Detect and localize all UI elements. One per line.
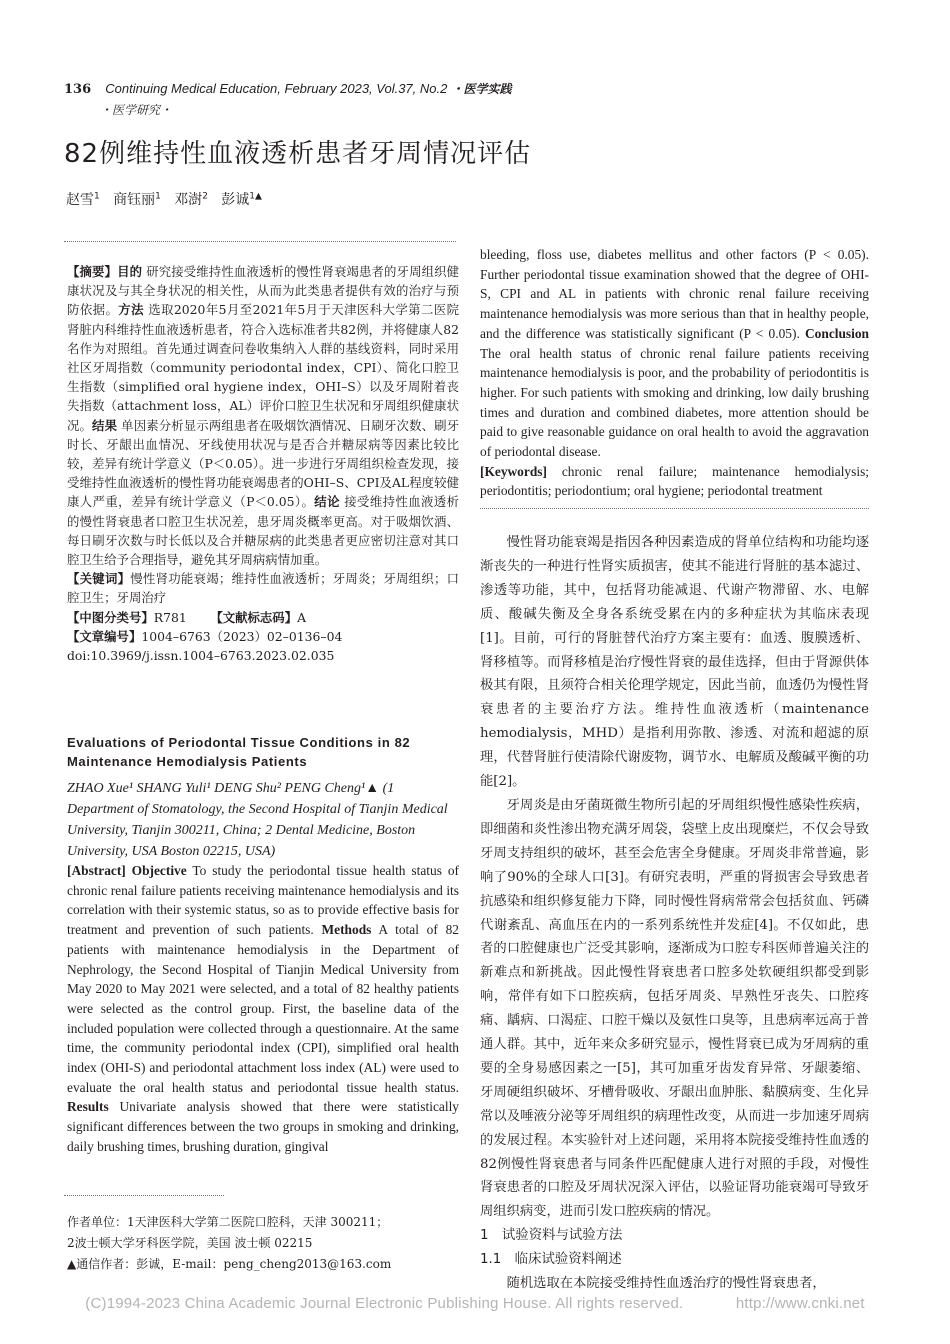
english-title: Evaluations of Periodontal Tissue Conditions in 82 Maintenance Hemodialysis Patients bbox=[67, 735, 411, 769]
divider bbox=[480, 508, 869, 509]
copyright-watermark bbox=[0, 1295, 950, 1312]
conclusion-text: 接受维持性血液透析的慢性肾衰患者口腔卫生状况差，患牙周炎概率更高。对于吸烟饮酒、每日刷牙次数与时长低以及合并糖尿病的此类患者更应密切注意对其口腔卫生给予合理指导，避免其牙周病病情加重。 bbox=[67, 494, 459, 568]
running-header bbox=[64, 80, 512, 97]
author-affiliation: 1 bbox=[94, 191, 100, 202]
english-abstract-part1 bbox=[67, 861, 459, 1157]
copyright-text: (C)1994-2023 China Academic Journal Electronic Publishing House. All rights reserved. bbox=[85, 1295, 684, 1312]
en-objective-text: To study the periodontal tissue health status of chronic renal failure patients receiving maintenance hemodialysis and its correlation with their systemic status, so as to provide effective basis for treatment and prevention of such patients. bbox=[67, 863, 459, 938]
keywords-text: 慢性肾功能衰竭；维持性血液透析；牙周炎；牙周组织；口腔卫生；牙周治疗 bbox=[67, 571, 460, 606]
chinese-abstract bbox=[67, 262, 459, 665]
english-authors: ZHAO Xue¹ SHANG Yuli¹ DENG Shu² PENG Cheng¹▲ (1 Department of Stomatology, the Second Hospital of Tianjin Medical University, Tianjin 300211, China; 2 Dental Medicine, Boston University, USA Boston 02215, USA) bbox=[67, 781, 448, 859]
doi: doi:10.3969/j.issn.1004–6763.2023.02.035 bbox=[67, 648, 335, 664]
journal-citation: Continuing Medical Education, February 2023, Vol.37, No.2 bbox=[105, 81, 448, 96]
objective-text: 研究接受维持性血液透析的慢性肾衰竭患者的牙周组织健康状况及与其全身状况的相关性，从而为此类患者提供有效的治疗与预防依据。 bbox=[67, 264, 460, 318]
en-results-continued: bleeding, floss use, diabetes mellitus and other factors (P < 0.05). Further periodontal tissue examination showed that the degree of OHI-S, CPI and AL in patients with chronic renal failure receiving maintenance hemodialysis was more serious than that in healthy people, and the difference was statistically significant (P < 0.05). bbox=[480, 247, 869, 341]
en-objective-label: Objective bbox=[131, 863, 187, 878]
subsection-heading: 1.1 临床试验资料阐述 bbox=[480, 1252, 622, 1268]
abstract-label: 【摘要】 bbox=[67, 264, 118, 279]
article-no-label: 【文章编号】 bbox=[67, 628, 142, 644]
clc-label: 【中图分类号】 bbox=[67, 609, 154, 625]
clc-value: R781 bbox=[153, 609, 187, 625]
paragraph: 牙周炎是由牙菌斑微生物所引起的牙周组织慢性感染性疾病，即细菌和炎性渗出物充满牙周袋，袋壁上皮出现糜烂，不仅会导致牙周支持组织的破坏，甚至会危害全身健康。牙周炎非常普遍，影响了90%的全球人口[3]。有研究表明，严重的肾损害会导致患者抗感染和组织修复能力下降，同时慢性肾病常常会包括贫血、钙磷代谢紊乱、高血压在内的一系列系统性并发症[4]。不仅如此，患者的口腔健康也广泛受其影响，逐渐成为口腔专科医师普遍关注的新难点和新挑战。因此慢性肾衰患者口腔多处软硬组织都受到影响，常伴有如下口腔疾病，包括牙周炎、早熟性牙丧失、口腔疼痛、龋病、口渴症、口腔干燥以及氨性口臭等，且患病率远高于普通人群。其中，近年来众多研究显示，慢性肾衰已成为牙周病的重要的全身易感因素之一[5]，其可加重牙齿发育异常、牙龈萎缩、牙周硬组织破坏、牙槽骨吸收、牙龈出血肿胀、黏膜病变、生化异常以及唾液分泌等牙周组织的病理性改变，从而进一步加速牙周病的发展过程。本实验针对上述问题，采用将本院接受维持性血透的82例慢性肾衰患者与同条件匹配健康人进行对照的手段，对慢性肾衰患者的口腔及牙周状况深入评估，以验证肾功能衰竭可导致牙周组织病变，进而引发口腔疾病的情况。 bbox=[480, 797, 869, 1220]
en-conclusion-label: Conclusion bbox=[805, 325, 869, 341]
en-methods-text: A total of 82 patients with maintenance hemodialysis in the Department of Nephrology, the Second Hospital of Tianjin Medical University from May 2020 to May 2021 were selected, and a total of 82 healthy patients were selected as the control group. First, the baseline data of the included population were collected through a questionnaire. At the same time, the community periodontal index (CPI), simplified oral health index (OHI-S) and periodontal attachment loss index (AL) were used to evaluate the oral health status and periodontal tissue health status. bbox=[67, 922, 460, 1095]
footnote bbox=[67, 1212, 467, 1275]
conclusion-label: 结论 bbox=[314, 494, 340, 510]
article-title: 82例维持性血液透析患者牙周情况评估 bbox=[64, 139, 532, 169]
keywords-label: 【关键词】 bbox=[67, 571, 131, 587]
section-label: ・医学实践 bbox=[451, 82, 512, 96]
author-name: 彭诚 bbox=[221, 192, 250, 208]
paragraph: 随机选取在本院接受维持性血透治疗的慢性肾衰患者， bbox=[506, 1276, 826, 1292]
author-name: 邓澍 bbox=[174, 192, 203, 208]
author-name: 商钰丽 bbox=[113, 192, 156, 208]
affiliation-line: 作者单位：1天津医科大学第二医院口腔科，天津 300211； bbox=[67, 1215, 389, 1229]
author-affiliation: 1 bbox=[155, 191, 161, 202]
results-label: 结果 bbox=[92, 417, 118, 433]
page-number: 136 bbox=[64, 82, 92, 97]
en-abstract-label: [Abstract] bbox=[67, 863, 126, 878]
subsection-label: ・医学研究・ bbox=[100, 103, 173, 117]
affiliation-line: 2波士顿大学牙科医学院，美国 波士顿 02215 bbox=[67, 1236, 313, 1250]
author-affiliation: 2 bbox=[202, 191, 208, 202]
methods-text: 选取2020年5月至2021年5月于天津医科大学第二医院肾脏内科维持性血液透析患者，符合入选标准者共82例，并将健康人82名作为对照组。首先通过调查问卷收集纳入人群的基线资料，同时采用社区牙周指数（community periodontal index，CPI）、简化口腔卫生指数（simplified oral hygiene index，OHI–S）以及牙周附着丧失指数（attachment loss，AL）评价口腔卫生状况和牙周组织健康状况。 bbox=[67, 302, 460, 433]
english-abstract-part2 bbox=[480, 245, 869, 501]
en-results-label: Results bbox=[67, 1099, 109, 1115]
author-name: 赵雪 bbox=[66, 192, 94, 208]
paragraph: 慢性肾功能衰竭是指因各种因素造成的肾单位结构和功能均逐渐丧失的一种进行性肾实质损害，使其不能进行肾脏的基本滤过、渗透等功能，其中，包括肾功能减退、代谢产物滞留、水、电解质、酸碱失衡及全身各系统受累在内的多种症状为其临床表现[1]。目前，可行的肾脏替代治疗方案主要有：血透、腹膜透析、肾移植等。而肾移植是治疗慢性肾衰的最佳选择，但由于肾源供体极其有限，且须符合相关伦理学规定，因此当前，血透仍为慢性肾衰患者的主要治疗方法。维持性血液透析（maintenance hemodialysis，MHD）是指利用弥散、渗透、对流和超滤的原理，代替肾脏行使清除代谢废物，调节水、电解质及酸碱平衡的功能[2]。 bbox=[480, 535, 869, 790]
en-methods-label: Methods bbox=[321, 922, 372, 938]
doc-code-value: A bbox=[297, 609, 307, 625]
article-no-value: 1004–6763（2023）02–0136–04 bbox=[141, 628, 343, 644]
doc-code-label: 【文献标志码】 bbox=[210, 609, 298, 625]
methods-label: 方法 bbox=[118, 302, 144, 318]
body-text bbox=[480, 531, 869, 1296]
cnki-link[interactable]: http://www.cnki.net bbox=[735, 1295, 865, 1312]
objective-label: 目的 bbox=[117, 264, 143, 279]
en-results-text: Univariate analysis showed that there were statistically significant differences between the two groups in smoking and drinking, daily brushing times, brushing duration, gingival bbox=[67, 1099, 459, 1154]
en-keywords-text: chronic renal failure; maintenance hemodialysis; periodontitis; periodontium; oral hygiene; periodontal treatment bbox=[480, 463, 869, 499]
section-heading: 1 试验资料与试验方法 bbox=[480, 1228, 623, 1244]
corresponding-author: ▲通信作者：彭诚，E-mail：peng_cheng2013@163.com bbox=[67, 1257, 392, 1271]
footnote-divider bbox=[64, 1195, 224, 1196]
divider bbox=[64, 241, 456, 242]
author-list bbox=[66, 189, 262, 209]
en-conclusion-text: The oral health status of chronic renal failure patients receiving maintenance hemodialysis is poor, and the probability of periodontitis is higher. For such patients with smoking and drinking, low daily brushing times and duration and combined diabetes, more attention should be paid to give reasonable guidance on oral health to avoid the aggravation of periodontal disease. bbox=[480, 345, 869, 460]
author-affiliation: 1▲ bbox=[249, 191, 262, 202]
en-keywords-label: [Keywords] bbox=[480, 463, 547, 479]
results-text: 单因素分析显示两组患者在吸烟饮酒情况、日刷牙次数、刷牙时长、牙龈出血情况、牙线使用状况与是否合并糖尿病等因素比较比较，差异有统计学意义（P＜0.05）。进一步进行牙周组织检查发现，接受维持性血液透析的慢性肾功能衰竭患者的OHI–S、CPI及AL程度较健康人严重，差异有统计学意义（P＜0.05）。 bbox=[67, 417, 460, 510]
